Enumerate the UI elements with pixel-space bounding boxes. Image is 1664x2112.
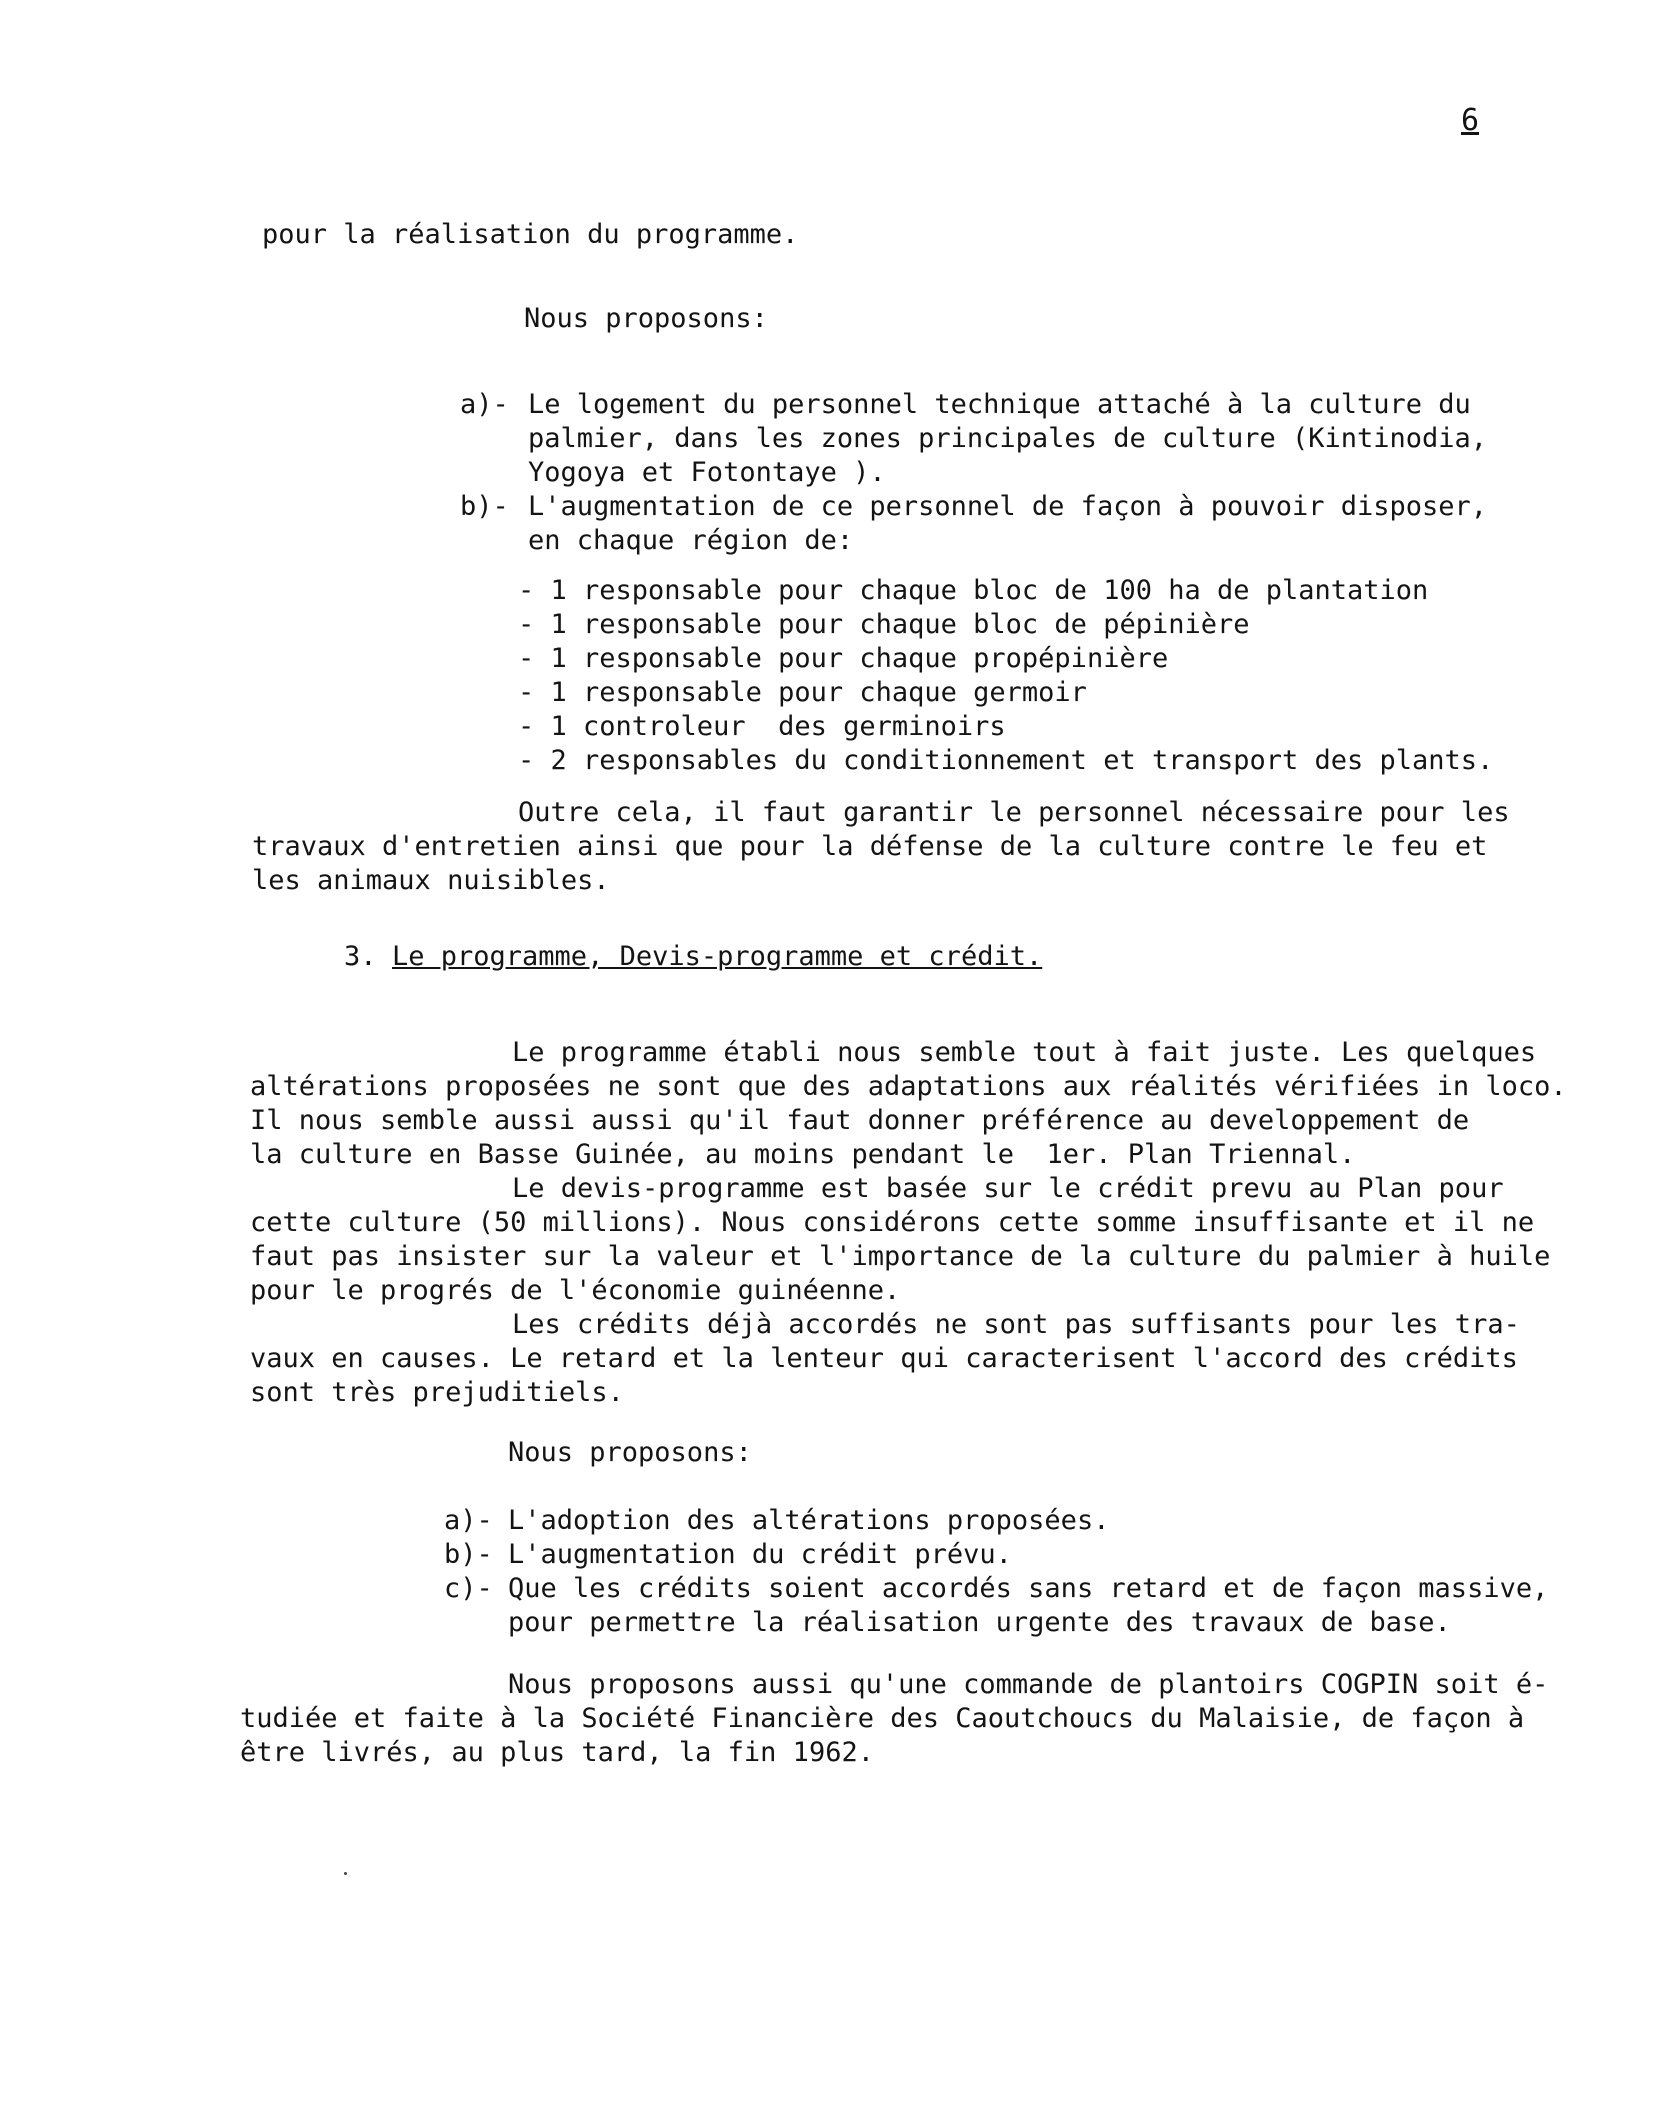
paragraph-line: faut pas insister sur la valeur et l'importance de la culture du palmier à huile [250,1241,1551,1272]
paragraph-line: être livrés, au plus tard, la fin 1962. [240,1737,874,1768]
list-item-line: palmier, dans les zones principales de culture (Kintinodia, [528,423,1488,454]
list-marker: b)- [444,1539,493,1570]
paragraph-line: travaux d'entretien ainsi que pour la défense de la culture contre le feu et [252,831,1488,862]
list-item-line: Le logement du personnel technique attaché à la culture du [528,389,1471,420]
scan-speck [344,1872,347,1875]
sub-list-item: - 1 responsable pour chaque propépinière [518,643,1169,674]
paragraph-line: pour le progrés de l'économie guinéenne. [250,1275,901,1306]
sub-list-item: - 1 responsable pour chaque bloc de pépinière [518,609,1250,640]
sub-list-item: - 1 responsable pour chaque germoir [518,677,1087,708]
list-item-line: L'augmentation de ce personnel de façon à pouvoir disposer, [528,491,1488,522]
list-item-line: Que les crédits soient accordés sans retard et de façon massive, [508,1573,1549,1604]
list-item-line: Yogoya et Fotontaye ). [528,457,886,488]
paragraph-line: tudiée et faite à la Société Financière des Caoutchoucs du Malaisie, de façon à [240,1703,1525,1734]
section-number: 3. [344,941,377,972]
paragraph-line: la culture en Basse Guinée, au moins pendant le 1er. Plan Triennal. [250,1139,1356,1170]
list-marker: a)- [460,389,509,420]
paragraph-line: Il nous semble aussi aussi qu'il faut donner préférence au developpement de [250,1105,1470,1136]
list-item-line: en chaque région de: [528,525,854,556]
list-marker: b)- [460,491,509,522]
sub-list-item: - 1 responsable pour chaque bloc de 100 ha de plantation [518,575,1429,606]
proposal-lead: Nous proposons: [524,303,768,334]
list-marker: a)- [444,1505,493,1536]
proposal-lead: Nous proposons: [508,1437,752,1468]
paragraph-line: altérations proposées ne sont que des adaptations aux réalités vérifiées in loco. [250,1071,1567,1102]
list-item-line: L'adoption des altérations proposées. [508,1505,1110,1536]
paragraph-line: Le programme établi nous semble tout à fait juste. Les quelques [512,1037,1537,1068]
paragraph-line: sont très prejuditiels. [250,1377,624,1408]
list-item-line: pour permettre la réalisation urgente des travaux de base. [508,1607,1451,1638]
list-item-line: L'augmentation du crédit prévu. [508,1539,1012,1570]
intro-line: pour la réalisation du programme. [262,219,799,250]
paragraph-line: Les crédits déjà accordés ne sont pas suffisants pour les tra- [512,1309,1520,1340]
sub-list-item: - 2 responsables du conditionnement et transport des plants. [518,745,1494,776]
paragraph-line: les animaux nuisibles. [252,865,610,896]
sub-list-item: - 1 controleur des germinoirs [518,711,1006,742]
paragraph-line: vaux en causes. Le retard et la lenteur qui caracterisent l'accord des crédits [250,1343,1518,1374]
paragraph-line: Outre cela, il faut garantir le personnel nécessaire pour les [518,797,1510,828]
paragraph-line: Nous proposons aussi qu'une commande de plantoirs COGPIN soit é- [508,1669,1549,1700]
paragraph-line: cette culture (50 millions). Nous considérons cette somme insuffisante et il ne [250,1207,1535,1238]
paragraph-line: Le devis-programme est basée sur le crédit prevu au Plan pour [512,1173,1504,1204]
section-title: Le programme, Devis-programme et crédit. [392,941,1043,972]
list-marker: c)- [444,1573,493,1604]
page-number: 6 [1460,103,1480,138]
